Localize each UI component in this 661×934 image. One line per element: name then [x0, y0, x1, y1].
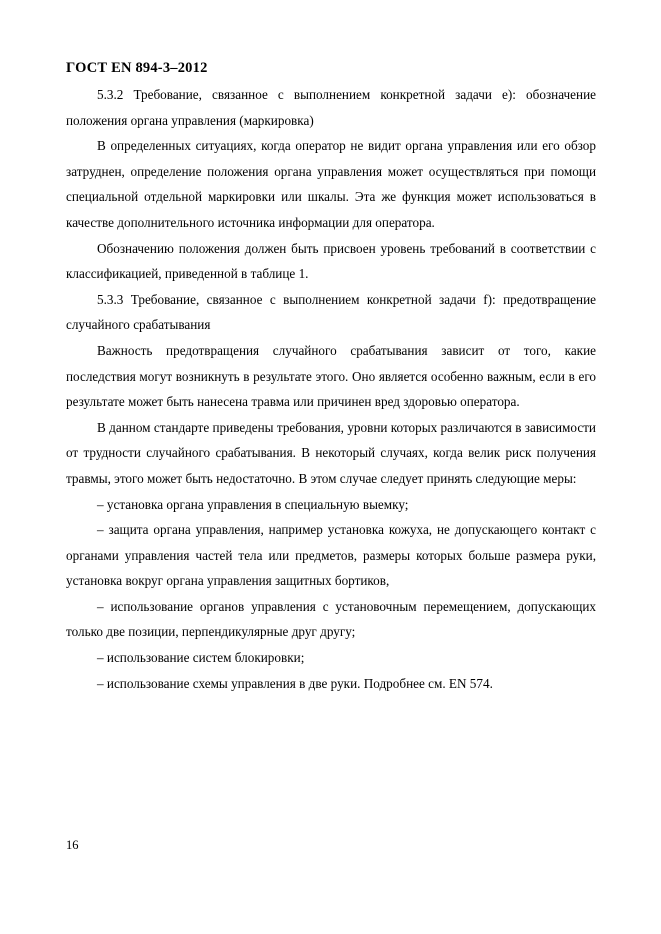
- list-item: – использование схемы управления в две руки. Подробнее см. EN 574.: [97, 675, 493, 691]
- document-body: [66, 82, 596, 696]
- page-header: ГОСТ EN 894-3–2012: [66, 60, 208, 76]
- paragraph: 5.3.2 Требование, связанное с выполнением конкретной задачи e): обозначение положения органа управления (маркировка): [66, 87, 596, 128]
- list-item: – защита органа управления, например установка кожуха, не допускающего контакт с органами управления частей тела или предметов, размеры которых больше размера руки, установка вокруг органа управления защитных бортиков,: [66, 522, 596, 589]
- paragraph: 5.3.3 Требование, связанное с выполнением конкретной задачи f): предотвращение случайного срабатывания: [66, 291, 596, 333]
- list-item: – установка органа управления в специальную выемку;: [97, 496, 409, 512]
- page-number: 16: [66, 838, 79, 852]
- paragraph: В данном стандарте приведены требования, уровни которых различаются в зависимости от трудности случайного срабатывания. В некоторый случаях, когда велик риск получения травмы, этого может быть недостаточно. В этом случае следует принять следующие меры:: [66, 419, 596, 486]
- paragraph: Важность предотвращения случайного срабатывания зависит от того, какие последствия могут возникнуть в результате этого. Оно является особенно важным, если в его результате может быть нанесена травма или причинен вред здоровью оператора.: [66, 342, 596, 410]
- paragraph: В определенных ситуациях, когда оператор не видит органа управления или его обзор затруднен, определение положения органа управления может осуществляться при помощи специальной отдельной маркировки или шкалы. Эта же функция может использоваться в качестве дополнительного источника информации для оператора.: [66, 138, 596, 230]
- paragraph: Обозначению положения должен быть присвоен уровень требований в соответствии с классификацией, приведенной в таблице 1.: [66, 240, 596, 282]
- list-item: – использование систем блокировки;: [97, 650, 305, 666]
- list-item: – использование органов управления с установочным перемещением, допускающих только две позиции, перпендикулярные друг другу;: [66, 598, 596, 640]
